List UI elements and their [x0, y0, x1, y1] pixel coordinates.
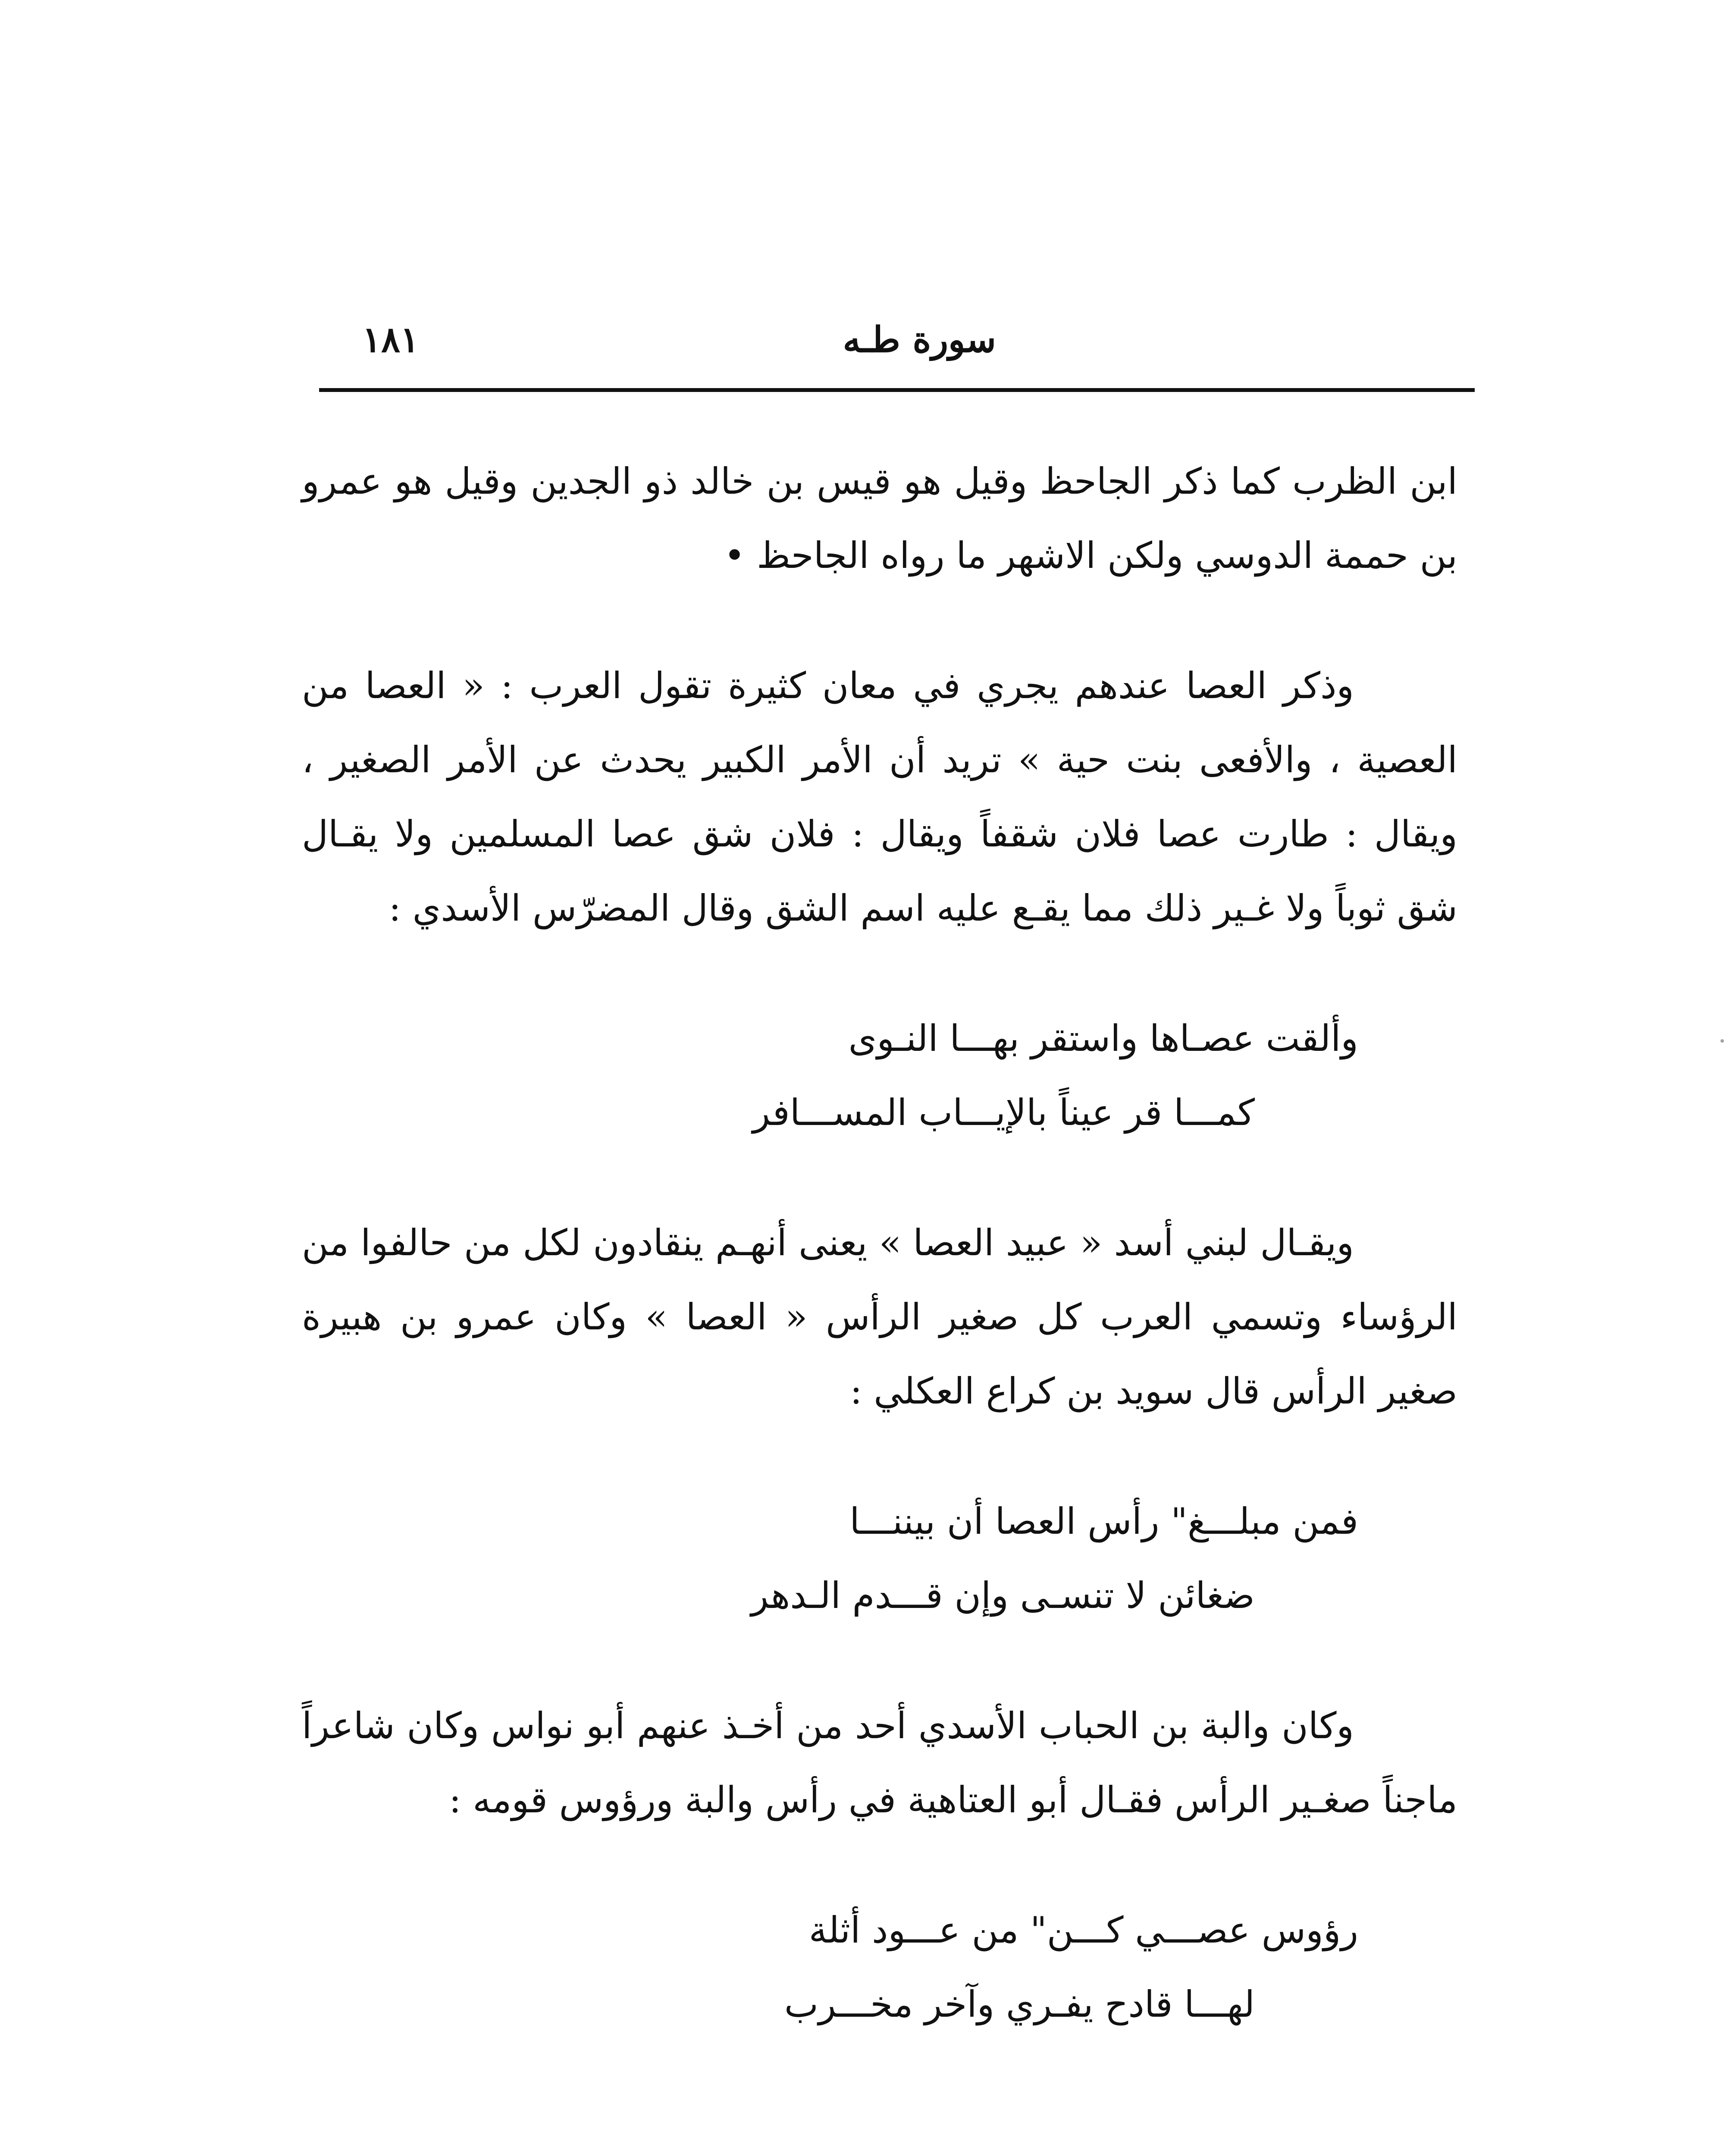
paragraph-2: وذكر العصا عندهم يجري في معان كثيرة تقول العرب : « العصا من العصية ، والأفعى بنت حية » تريد أن الأمر الكبير يحدث عن الأمر الصغير ، ويقال : طارت عصا فلان شقفاً ويقال : فلان شق عصا المسلمين ولا يقـال شق ثوباً ولا غـير ذلك مما يقـع عليه اسم الشق وقال المضرّس الأسدي : — [302, 664, 1457, 929]
verse-2 — [302, 1484, 1457, 1633]
verse-1-line-2: كمـــا قر عيناً بالإيـــاب المســـافر — [752, 1091, 1255, 1134]
running-title: سورة طـه — [843, 319, 996, 360]
verse-2-line-2: ضغائن لا تنسـى وإن قـــدم الـدهر — [751, 1574, 1255, 1617]
verse-2-line-1: فمن مبلـــغ" رأس العصا أن بيننـــا — [849, 1500, 1358, 1542]
verse-3-line-1: رؤوس عصـــي كـــن" من عـــود أثلة — [809, 1909, 1358, 1951]
page-number: ١٨١ — [362, 319, 420, 360]
verse-3-line-2: لهـــا قادح يفـري وآخر مخـــرب — [784, 1983, 1255, 2025]
scan-speck — [1720, 1039, 1724, 1043]
paragraph-4: وكان والبة بن الحباب الأسدي أحد من أخـذ عنهم أبو نواس وكان شاعراً ماجناً صغـير الرأس فقـال أبو العتاهية في رأس والبة ورؤوس قومه : — [302, 1705, 1457, 1821]
verse-1 — [302, 1001, 1457, 1150]
header-rule — [319, 388, 1475, 392]
page-header — [319, 310, 1475, 375]
body-text — [302, 444, 1457, 2097]
verse-1-line-1: وألقت عصـاها واستقر بهـــا النـوى — [848, 1017, 1358, 1059]
paragraph-1: ابن الظرب كما ذكر الجاحظ وقيل هو قيس بن خالد ذو الجدين وقيل هو عمرو بن حممة الدوسي ولكن الاشهر ما رواه الجاحظ • — [302, 460, 1457, 577]
verse-3 — [302, 1893, 1457, 2041]
paragraph-3: ويقـال لبني أسد « عبيد العصا » يعنى أنهـم ينقادون لكل من حالفوا من الرؤساء وتسمي العرب كل صغير الرأس « العصا » وكان عمرو بن هبيرة صغير الرأس قال سويد بن كراع العكلي : — [302, 1222, 1458, 1412]
